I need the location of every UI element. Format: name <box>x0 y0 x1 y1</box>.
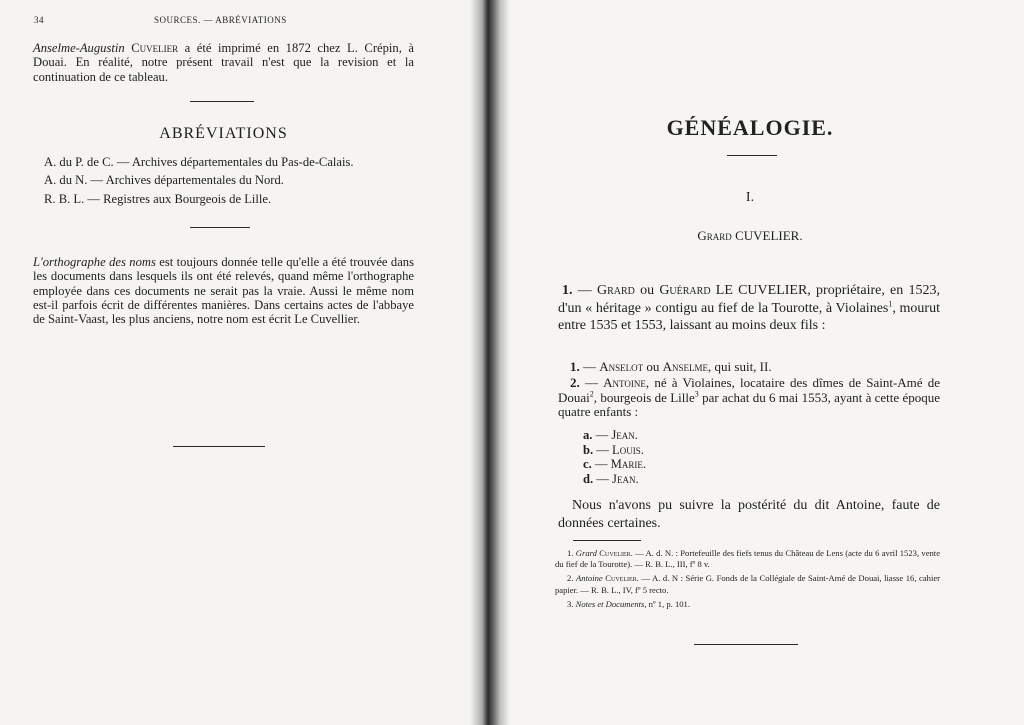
entry-surname: LE CUVELIER, <box>710 283 811 298</box>
entry-text-2: , mourut entre 1535 et 1553, laissant au moins deux fils : <box>558 300 940 333</box>
child-name1: Anselot <box>599 359 644 374</box>
head-surname: CUVELIER. <box>735 228 803 243</box>
entry-text-1: propriétaire, en 1523, d'un « héritage » contigu au fief de la Tourotte, à Violaines <box>558 283 940 316</box>
footnote <box>555 599 940 610</box>
child-text: par achat du 6 mai 1553, ayant à cette époque quatre enfants : <box>558 389 940 419</box>
genealogy-title: GÉNÉALOGIE. <box>666 115 834 140</box>
footnote-number: 2. <box>567 573 574 584</box>
dash: — <box>593 471 613 486</box>
end-rule <box>694 644 798 645</box>
entry-name2: Guérard <box>659 283 711 298</box>
child-text: , bourgeois de Lille <box>593 389 695 405</box>
genealogy-entry <box>558 282 940 335</box>
grandchild-item <box>583 472 646 487</box>
footnote <box>555 573 940 595</box>
abbreviation-meaning: Archives départementales du Nord. <box>105 173 284 188</box>
orthography-paragraph <box>33 255 414 326</box>
grandchild-letter: c. <box>583 457 592 472</box>
footnote-name: Antoine <box>576 573 603 584</box>
book-gutter-shadow <box>470 0 510 725</box>
intro-text: a été imprimé en 1872 chez L. Crépin, à Douai. En réalité, notre présent travail n'est que la revision et la continuation de ce tableau. <box>33 41 414 84</box>
grandchild-name: Louis. <box>612 442 644 457</box>
running-title: SOURCES. — ABRÉVIATIONS <box>154 15 287 25</box>
footnote-text: — A. d. N : Série G. Fonds de la Collégiale de Saint-Amé de Douai, liasse 16, cahier papier. — R. B. L., IV, fº 5 recto. <box>555 573 941 595</box>
child-entry <box>558 360 940 375</box>
grandchild-item <box>583 443 646 458</box>
abbreviations-list <box>44 153 354 208</box>
entry-name1: Grard <box>596 283 635 298</box>
divider-rule <box>190 227 250 228</box>
child-text: , né à Violaines, locataire des dîmes de Saint-Amé de Douai <box>558 375 941 405</box>
child-number: 1. <box>570 359 580 374</box>
grandchild-letter: b. <box>583 442 594 457</box>
footnote-number: 3. <box>567 598 574 609</box>
entry-number: 1. <box>562 283 573 298</box>
footnote-ref: 3 <box>694 389 699 399</box>
grandchild-item <box>583 428 646 443</box>
dash: — <box>84 191 104 206</box>
abbreviation-meaning: Archives départementales du Pas-de-Calais. <box>131 155 354 169</box>
grandchild-letter: d. <box>583 471 594 486</box>
grandchild-name: Jean. <box>611 428 638 442</box>
grandchildren-list <box>583 428 646 486</box>
footnote-surname: Cuvelier. <box>599 548 633 558</box>
dash: — <box>87 173 106 188</box>
head-first-name: Grard <box>697 228 732 243</box>
child-name2: Anselme <box>662 359 709 374</box>
abbreviation-meaning: Registres aux Bourgeois de Lille. <box>103 191 272 206</box>
left-page <box>0 0 486 725</box>
abbreviation: R. B. L. <box>44 191 85 206</box>
dash: — <box>592 428 612 442</box>
grandchild-letter: a. <box>583 428 593 442</box>
abbreviation: A. du N. <box>44 173 88 188</box>
abbreviation-item <box>44 153 354 171</box>
abbreviation-item <box>44 190 354 208</box>
orthography-text: est toujours donnée telle qu'elle a été trouvée dans les documents dans lesquels ils ont été relevés, quand même l'orthographe employée dans ces documents ne serait pas la vraie. Aussi le même nom est-il parfois écrit de différentes manières. Dans certains actes de l'abbaye de Saint-Vaast, les plus anciens, notre nom est écrit Le Cuvellier. <box>33 255 414 327</box>
grandchild-name: Marie. <box>610 457 646 472</box>
footnote-number: 1. <box>567 548 574 558</box>
abbreviation: A. du P. de C. <box>44 155 114 169</box>
dash: — <box>593 442 613 457</box>
dash: — <box>579 359 600 374</box>
conjunction: ou <box>634 283 660 298</box>
dash: — <box>579 375 604 390</box>
footnote-surname: Cuvelier. <box>605 573 639 584</box>
child-name1: Antoine <box>603 375 646 390</box>
closing-paragraph: Nous n'avons pu suivre la postérité du dit Antoine, faute de données certaines. <box>558 498 940 531</box>
child-entry <box>558 376 940 420</box>
footnote-text: , nº 1, p. 101. <box>644 598 690 609</box>
child-number: 2. <box>570 375 580 390</box>
footnote-rule <box>573 540 641 541</box>
footnote <box>555 548 940 570</box>
footnote-text: — A. d. N. : Portefeuille des fiefs tenus du Château de Lens (acte du 6 avril 1523, vente du fief de la Tourotte). — R. B. L., III, fº 8 v. <box>555 548 941 570</box>
grandchild-name: Jean. <box>612 471 639 486</box>
footnotes <box>555 548 940 613</box>
abbreviation-item <box>44 171 354 189</box>
child-text: , qui suit, II. <box>708 359 772 374</box>
author-surname: Cuvelier <box>131 41 179 55</box>
generation-head-name <box>560 228 940 244</box>
dash: — <box>591 457 611 472</box>
footnote-name: Grard <box>575 548 597 558</box>
divider-rule <box>190 101 254 102</box>
grandchild-item <box>583 457 646 472</box>
footnote-ref: 2 <box>589 389 594 399</box>
abbreviations-title: ABRÉVIATIONS <box>159 125 288 142</box>
end-rule <box>173 446 265 447</box>
footnote-name: Notes et Documents <box>575 598 645 609</box>
footnote-ref: 1 <box>888 298 893 308</box>
page-number: 34 <box>34 15 44 25</box>
dash: — <box>572 283 597 298</box>
orthography-lead: L'orthographe des noms <box>33 255 156 269</box>
title-rule <box>727 155 777 156</box>
conjunction: ou <box>643 359 663 374</box>
generation-number: I. <box>745 190 755 205</box>
intro-paragraph <box>33 41 414 84</box>
author-first-name: Anselme-Augustin <box>33 41 125 55</box>
dash: — <box>113 155 132 169</box>
